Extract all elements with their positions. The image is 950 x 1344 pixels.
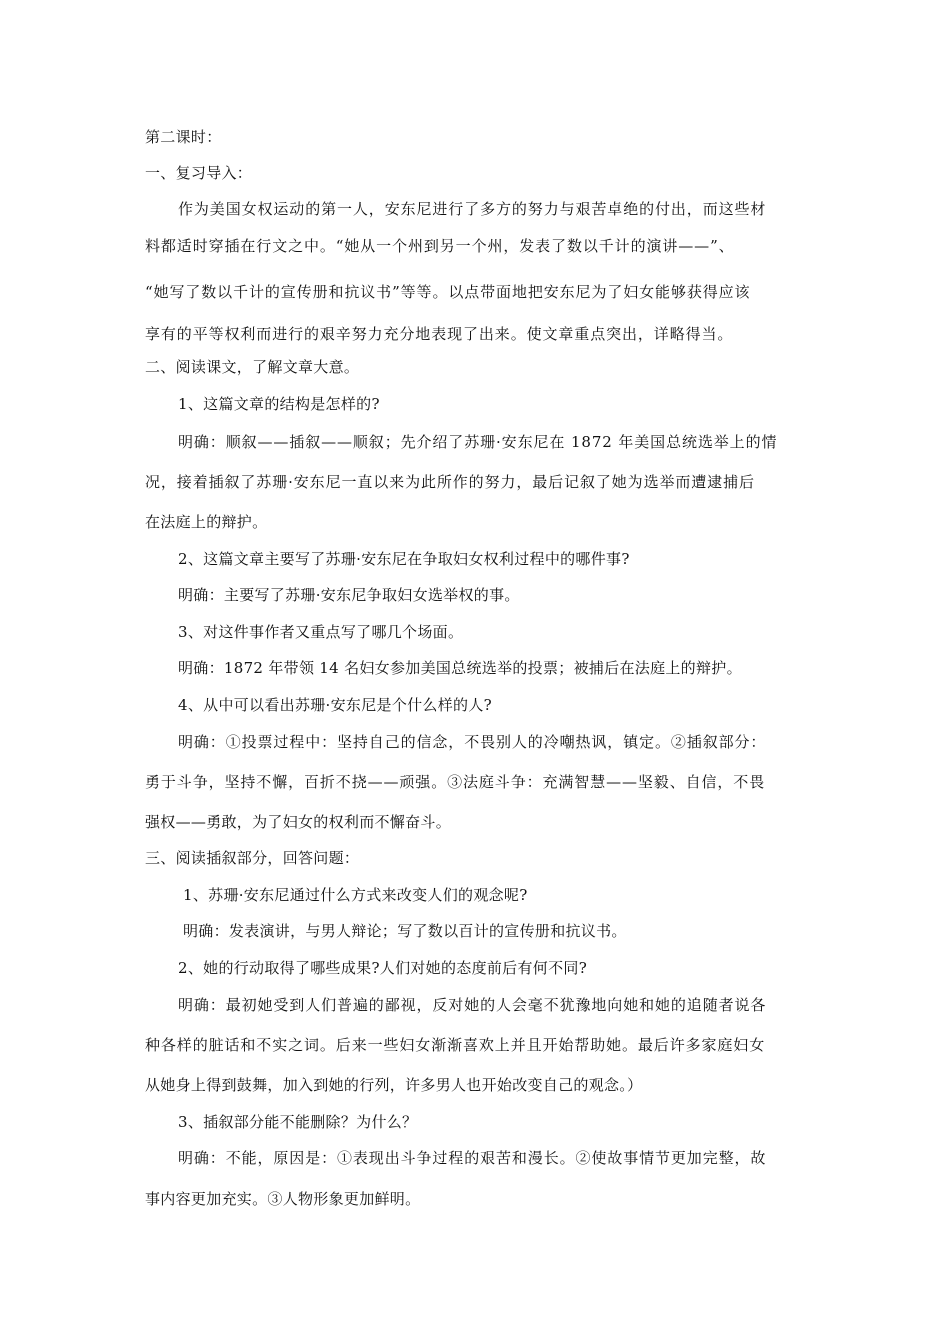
- paragraph-line: 享有的平等权利而进行的艰辛努力充分地表现了出来。使文章重点突出，详略得当。: [145, 325, 734, 343]
- section-heading-review: 一、复习导入：: [145, 164, 253, 182]
- question-item: 1、苏珊·安东尼通过什么方式来改变人们的观念呢?: [183, 886, 528, 904]
- question-item: 1、这篇文章的结构是怎样的?: [178, 395, 380, 413]
- section-heading-flashback: 三、阅读插叙部分，回答问题：: [145, 849, 360, 867]
- answer-line: 在法庭上的辩护。: [145, 513, 268, 531]
- question-item: 4、从中可以看出苏珊·安东尼是个什么样的人?: [178, 696, 492, 714]
- paragraph-line: 作为美国女权运动的第一人，安东尼进行了多方的努力与艰苦卓绝的付出，而这些材: [178, 200, 767, 218]
- answer-line: 明确：不能，原因是：①表现出斗争过程的艰苦和漫长。②使故事情节更加完整，故: [178, 1149, 767, 1167]
- answer-line: 明确：最初她受到人们普遍的鄙视，反对她的人会毫不犹豫地向她和她的追随者说各: [178, 996, 767, 1014]
- answer-line: 明确：1872 年带领 14 名妇女参加美国总统选举的投票；被捕后在法庭上的辩护。: [178, 659, 742, 677]
- question-item: 3、插叙部分能不能删除？为什么？: [178, 1113, 418, 1131]
- answer-line: 明确：①投票过程中：坚持自己的信念，不畏别人的冷嘲热讽，镇定。②插叙部分：: [178, 733, 767, 751]
- answer-line: 事内容更加充实。③人物形象更加鲜明。: [145, 1190, 421, 1208]
- question-item: 2、这篇文章主要写了苏珊·安东尼在争取妇女权利过程中的哪件事?: [178, 550, 630, 568]
- answer-line: 种各样的脏话和不实之词。后来一些妇女渐渐喜欢上并且开始帮助她。最后许多家庭妇女: [145, 1036, 766, 1054]
- lesson-title: 第二课时：: [145, 128, 222, 146]
- answer-line: 强权——勇敢，为了妇女的权利而不懈奋斗。: [145, 813, 452, 831]
- answer-line: 明确：主要写了苏珊·安东尼争取妇女选举权的事。: [178, 586, 520, 604]
- answer-line: 明确：发表演讲，与男人辩论；写了数以百计的宣传册和抗议书。: [183, 922, 627, 940]
- paragraph-line: 料都适时穿插在行文之中。“她从一个州到另一个州，发表了数以千计的演讲——”、: [145, 237, 735, 255]
- section-heading-reading: 二、阅读课文，了解文章大意。: [145, 358, 360, 376]
- answer-line: 况，接着插叙了苏珊·安东尼一直以来为此所作的努力，最后记叙了她为选举而遭逮捕后: [145, 473, 755, 491]
- answer-line: 勇于斗争，坚持不懈，百折不挠——顽强。③法庭斗争：充满智慧——坚毅、自信，不畏: [145, 773, 766, 791]
- question-item: 3、对这件事作者又重点写了哪几个场面。: [178, 623, 464, 641]
- question-item: 2、她的行动取得了哪些成果?人们对她的态度前后有何不同?: [178, 959, 588, 977]
- answer-line: 明确：顺叙——插叙——顺叙；先介绍了苏珊·安东尼在 1872 年美国总统选举上的情: [178, 433, 778, 451]
- paragraph-line: “她写了数以千计的宣传册和抗议书”等等。以点带面地把安东尼为了妇女能够获得应该: [145, 283, 751, 301]
- answer-line: 从她身上得到鼓舞，加入到她的行列，许多男人也开始改变自己的观念。）: [145, 1076, 643, 1094]
